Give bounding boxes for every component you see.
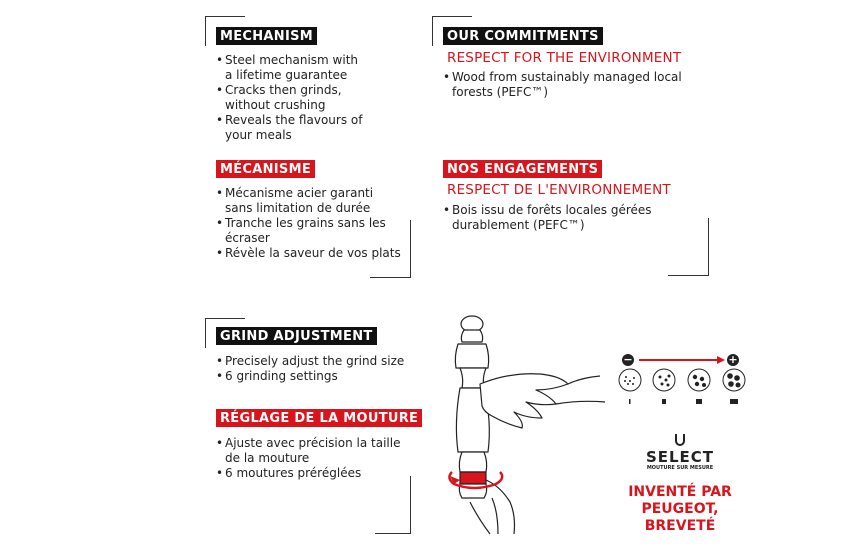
corner-line [708,218,709,276]
commitments-list [443,70,733,100]
plus-icon: + [728,353,738,366]
grind-extra-coarse-icon [723,369,745,391]
list-item-text: Bois issu de forêts locales gérées durablement (PEFC™) [452,203,652,232]
list-item-text: Tranche les grains sans les écraser [225,216,386,245]
grind-list [216,354,426,384]
list-item-text: Cracks then grinds, without crushing [225,83,342,112]
list-item-text: Reveals the flavours of your meals [225,113,363,142]
list-item [216,466,426,481]
list-item [443,203,733,233]
mecanisme-list [216,186,426,261]
reglage-list [216,436,426,481]
list-item [216,186,426,216]
invented-by-peugeot: INVENTÉ PAR PEUGEOT, BREVETÉ [628,484,732,534]
list-item [443,70,733,100]
mecanisme-heading: MÉCANISME [216,160,315,178]
list-item [216,83,406,113]
engagements-heading: NOS ENGAGEMENTS [443,160,602,178]
grind-medium-icon [653,369,675,391]
list-item-text: Wood from sustainably managed local forests (PEFC™) [452,70,682,99]
list-item-text: Steel mechanism with a lifetime guarantee [225,53,359,82]
list-item [216,354,426,369]
engagements-list [443,203,733,233]
list-item-text: 6 grinding settings [225,369,338,383]
list-item-text: Precisely adjust the grind size [225,354,405,368]
mechanism-list [216,53,406,143]
corner-line [375,533,411,534]
corner-line [205,16,206,46]
corner-line [410,220,411,278]
select-logo-tagline: MOUTURE SUR MESURE [646,465,714,471]
arrow-right-icon [637,355,727,365]
grind-settings-graphic [615,368,750,408]
corner-line [370,277,411,278]
select-logo [641,438,719,472]
list-item [216,113,406,143]
corner-line [432,16,433,46]
minus-icon: − [623,353,633,366]
corner-line [205,318,245,319]
corner-line [205,318,206,348]
mechanism-heading: MECHANISM [216,27,317,45]
commitments-heading: OUR COMMITMENTS [443,27,603,45]
corner-line [410,476,411,534]
commitments-subtitle: RESPECT FOR THE ENVIRONMENT [447,50,682,66]
list-item [216,246,426,261]
corner-line [205,16,245,17]
engagements-subtitle: RESPECT DE L'ENVIRONNEMENT [447,182,671,198]
list-item-text: Révèle la saveur de vos plats [225,246,401,260]
pepper-mill-hand-illustration [440,312,615,537]
list-item [216,53,406,83]
corner-line [432,16,472,17]
grinder-symbol-icon [675,434,685,446]
list-item-text: 6 moutures préréglées [225,466,362,480]
select-logo-text: SELECT [645,448,715,466]
corner-line [668,275,709,276]
reglage-heading: RÉGLAGE DE LA MOUTURE [216,409,422,427]
grind-coarse-icon [688,369,710,391]
list-item [216,436,426,466]
list-item-text: Ajuste avec précision la taille de la mouture [225,436,401,465]
list-item-text: Mécanisme acier garanti sans limitation de durée [225,186,374,215]
grind-heading: GRIND ADJUSTMENT [216,327,377,345]
list-item [216,369,426,384]
list-item [216,216,426,246]
